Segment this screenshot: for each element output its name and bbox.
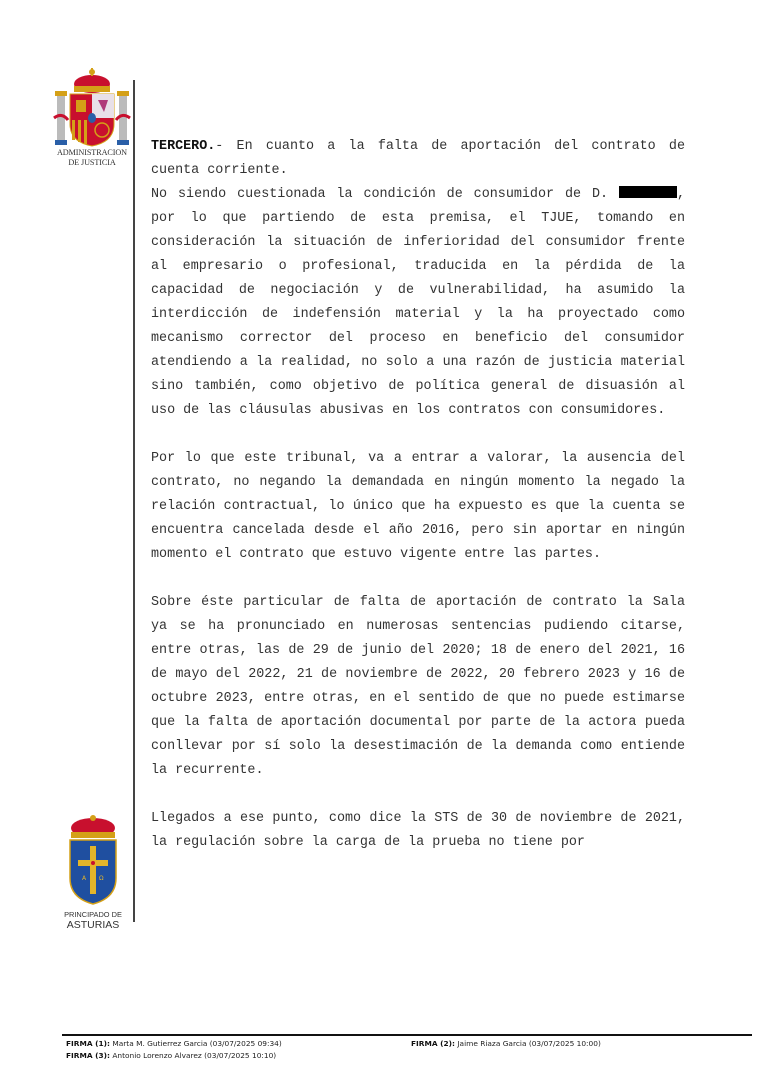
svg-text:A: A [82,875,87,882]
signature-3: FIRMA (3): Antonio Lorenzo Alvarez (03/07/2025 10:10) [66,1050,277,1060]
justicia-caption: ADMINISTRACION DE JUSTICIA [56,148,127,167]
asturias-coat-of-arms-icon [58,814,128,908]
svg-text:Ω: Ω [99,875,104,882]
administracion-justicia-logo [52,66,132,174]
document-body [151,135,685,855]
paragraph-1: No siendo cuestionada la condición de consumidor de D. , por lo que partiendo de esta premisa, el TJUE, tomando en consideración la situación de inferioridad del consumidor frente al empresario o profesional, traducida en la pérdida de la capacidad de negociación y de vulnerabilidad, ha asumido la interdicción de indefensión material y la ha proyectado como mecanismo corrector del proceso en beneficio del consumidor atendiendo a la realidad, no solo a una razón de justicia material sino también, como objetivo de política general de disuasión al uso de las cláusulas abusivas en los contratos con consumidores. [151,187,685,418]
footer-divider [62,1034,752,1036]
section-heading [151,135,685,183]
vertical-margin-rule [133,80,135,922]
principado-asturias-logo [58,814,128,934]
paragraph-2: Por lo que este tribunal, va a entrar a valorar, la ausencia del contrato, no negando la demandada en ningún momento la negado la relación contractual, lo único que ha expuesto es que la cuenta se encuentra cancelada desde el año 2016, pero sin aportar en ningún momento el contrato que estuvo vigente entre las partes. [151,451,685,562]
asturias-caption: PRINCIPADO DE ASTURIAS [64,910,122,931]
spain-coat-of-arms-icon [52,66,132,148]
signature-2: FIRMA (2): Jaime Riaza Garcia (03/07/2025 10:00) [411,1039,601,1048]
section-heading-text: - En cuanto a la falta de aportación del contrato de cuenta corriente. [151,139,685,178]
paragraph-3: Sobre éste particular de falta de aportación de contrato la Sala ya se ha pronunciado en numerosas sentencias pudiendo citarse, entre otras, las de 29 de junio del 2020; 18 de enero del 2021, 16 de mayo del 2022, 21 de noviembre de 2022, 20 febrero 2023 y 16 de octubre 2023, entre otras, en el sentido de que no puede estimarse que la falta de aportación documental por parte de la actora pueda conllevar por sí solo la desestimación de la demanda como entiende la recurrente. [151,595,685,778]
section-heading-label: TERCERO. [151,139,216,154]
redacted-name-block [619,186,677,198]
paragraph-4: Llegados a ese punto, como dice la STS de 30 de noviembre de 2021, la regulación sobre la carga de la prueba no tiene por [151,811,685,850]
signature-1: FIRMA (1): Marta M. Gutierrez Garcia (03/07/2025 09:34) [66,1039,282,1048]
